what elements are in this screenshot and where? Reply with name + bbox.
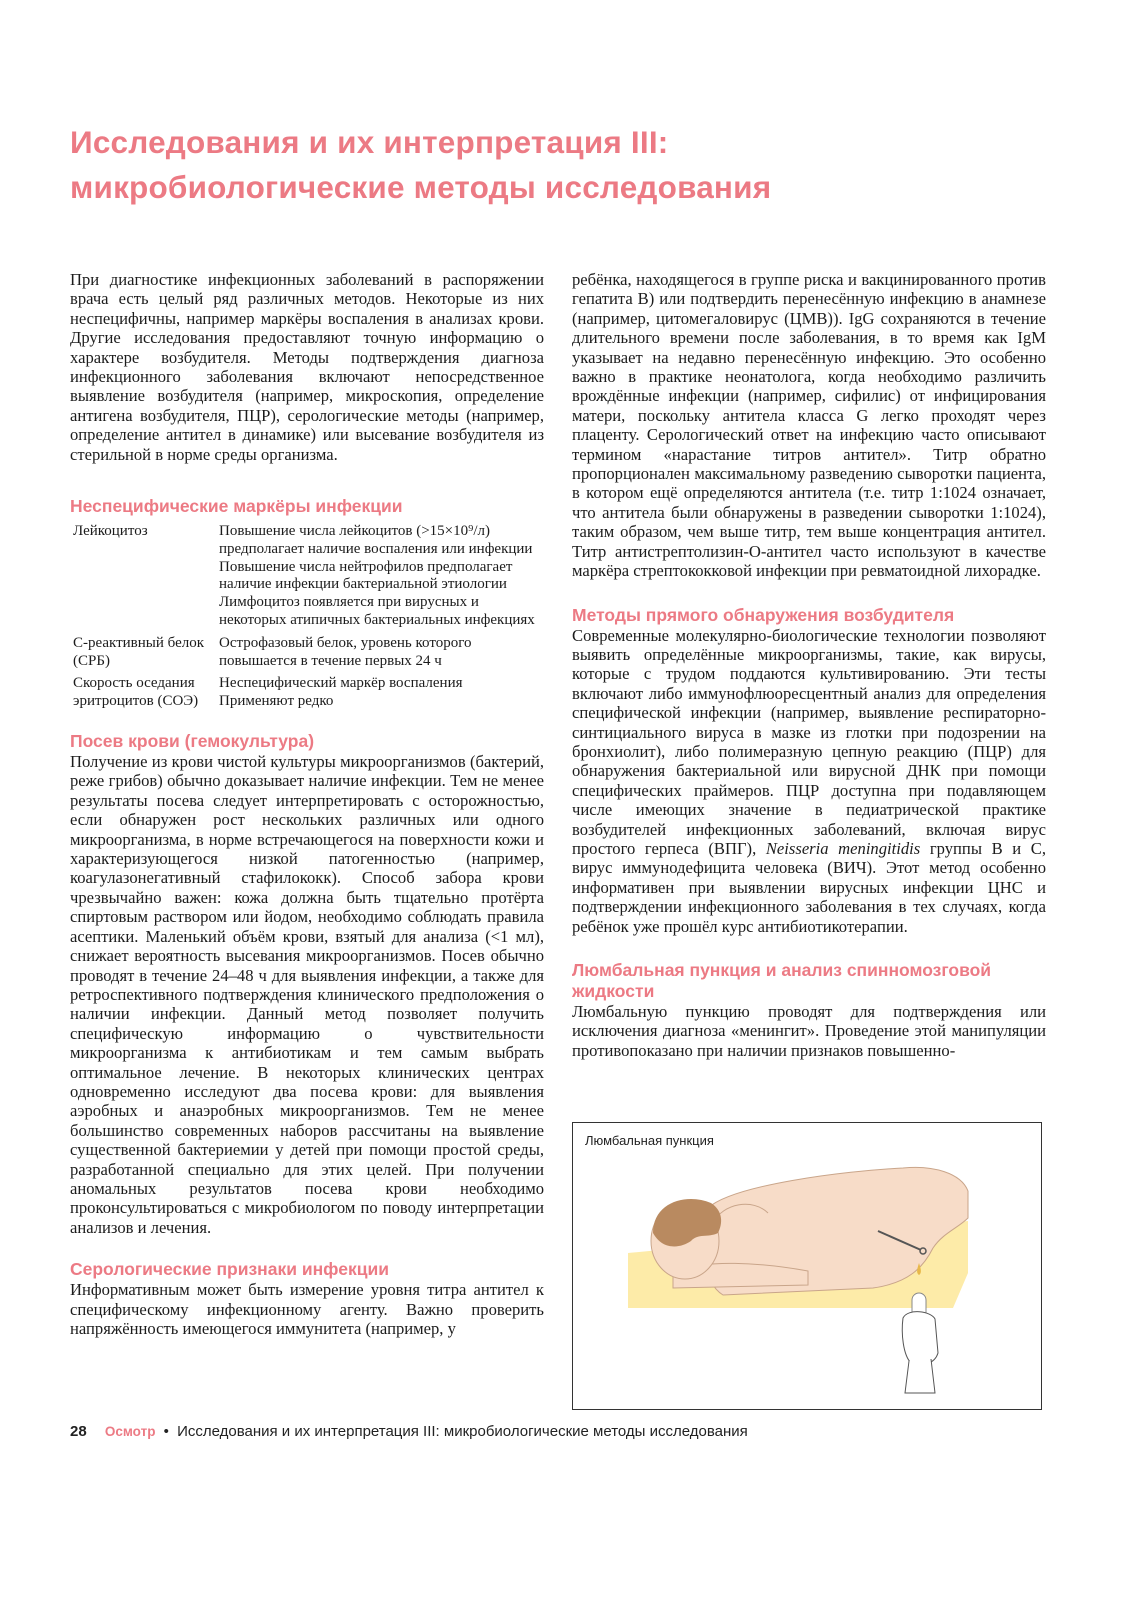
marker-row-leukocytosis xyxy=(70,523,544,630)
direct-detection-paragraph xyxy=(572,626,1046,937)
lumbar-paragraph: Люмбальную пункцию проводят для подтверждения или исключения диагноза «менингит». Проведение этой манипуляции противопоказано при наличии признаков повышенно- xyxy=(572,1002,1046,1060)
lumbar-puncture-figure xyxy=(572,1122,1042,1410)
marker-description xyxy=(219,675,544,711)
marker-desc-line: Применяют редко xyxy=(219,693,334,710)
serology-paragraph-left: Информативным может быть измерение уровня титра антител к специфическому инфекционному агенту. Важно проверить напряжённость имеющегося иммунитета (например, у xyxy=(70,1280,544,1338)
marker-description xyxy=(219,523,544,630)
right-column xyxy=(572,270,1046,1060)
marker-desc-line: Лимфоцитоз появляется при вирусных и некоторых атипичных бактериальных инфекциях xyxy=(219,594,535,629)
page-footer xyxy=(70,1420,1070,1444)
lumbar-puncture-illustration xyxy=(573,1123,1041,1409)
marker-row-esr xyxy=(70,675,544,711)
lumbar-heading: Люмбальная пункция и анализ спинномозговой жидкости xyxy=(572,960,992,1001)
footer-section: Осмотр xyxy=(104,1424,156,1439)
direct-detection-text: Современные молекулярно-биологические технологии позволяют выявить определённые микроорганизмы, такие, как вирусы, которые с трудом поддаются культивированию. Эти тесты включают либо иммунофлюоресцентный анализ для определения специфической инфекции (например, выявление респираторно-синтициального вируса в мазке из глотки при подозрении на бронхиолит), либо полимеразную цепную реакцию (ПЦР) для обнаружения бактериальной или вирусной ДНК при помощи специфических праймеров. ПЦР доступна при подавляющем числе имеющих значение в педиатрической практике возбудителей инфекционных заболеваний, включая вирус простого герпеса (ВПГ), xyxy=(572,625,1046,858)
nonspecific-markers-heading: Неспецифические маркёры инфекции xyxy=(70,496,403,517)
marker-desc-line: Повышение числа нейтрофилов предполагает наличие инфекции бактериальной этиологии xyxy=(219,558,513,593)
marker-desc-line: Повышение числа лейкоцитов (>15×10⁹/л) предполагает наличие воспаления или инфекции xyxy=(219,523,533,557)
marker-term: Лейкоцитоз xyxy=(73,523,148,540)
serology-paragraph-right: ребёнка, находящегося в группе риска и вакцинированного против гепатита В) или подтвердить перенесённую инфекцию в анамнезе (например, цитомегаловирус (ЦМВ)). IgG сохраняются в течение длительного времени после заболевания, в то время как IgM указывает на недавно перенесённую инфекцию. Это особенно важно в практике неонатолога, когда необходимо различить врождённые инфекции (например, сифилис) от инфицирования матери, поскольку антитела класса G легко проходят через плаценту. Серологический ответ на инфекцию часто описывают термином «нарастание титров антител». Титр обратно пропорционален максимальному разведению сыворотки пациента, в котором ещё определяются антитела (т.е. титр 1:1024 означает, что антитела были обнаружены в разведении сыворотки 1:1024), таким образом, чем выше титр, тем выше концентрация антител. Титр антистрептолизин-О-антител часто используют в качестве маркёра стрептококковой инфекции при ревматоидной лихорадке. xyxy=(572,270,1046,581)
marker-desc-line: Острофазовый белок, уровень которого повышается в течение первых 24 ч xyxy=(219,634,472,669)
page-title xyxy=(70,120,1070,210)
hand-icon xyxy=(902,1312,938,1365)
figure-caption: Люмбальная пункция xyxy=(585,1133,714,1148)
wrist xyxy=(905,1359,935,1393)
left-column xyxy=(70,270,544,1338)
marker-term: Скорость оседания эритроцитов (СОЭ) xyxy=(73,675,199,710)
page-number: 28 xyxy=(70,1423,87,1440)
serology-heading: Серологические признаки инфекции xyxy=(70,1259,390,1280)
direct-detection-text: группы В и С, вирус иммунодефицита человека (ВИЧ). Этот метод особенно информативен при выявлении вирусных инфекции ЦНС и подтверждении инфекционного заболевания в тех случаях, когда ребёнок уже прошёл курс антибиотикотерапии. xyxy=(572,838,1047,936)
blood-culture-paragraph: Получение из крови чистой культуры микроорганизмов (бактерий, реже грибов) обычно доказывает наличие инфекции. Тем не менее результаты посева следует интерпретировать с осторожностью, если обнаружен рост нескольких различных или одного микроорганизма, в норме встречающегося на поверхности кожи и характеризующегося низкой патогенностью (например, коагулазонегативный стафилококк). Способ забора крови чрезвычайно важен: кожа должна быть тщательно протёрта спиртовым раствором или йодом, необходимо соблюдать правила асептики. Маленький объём крови, взятый для анализа (<1 мл), снижает вероятность высевания микроорганизмов. Посев обычно проводят в течение 24–48 ч для выявления инфекции, а также для ретроспективного подтверждения клинического предположения о наличии инфекции. Данный метод позволяет получить специфическую информацию о чувствительности микроорганизма к антибиотикам и тем самым выбрать оптимальное лечение. В некоторых клинических центрах одновременно исследуют два посева крови: для выявления аэробных и анаэробных микроорганизмов. Тем не менее большинство современных наборов рассчитаны на выявление существенной бактериемии у детей при помощи простой среды, разработанной специально для этих целей. При получении аномальных результатов посева крови необходимо проконсультироваться с микробиологом по поводу интерпретации анализов и лечения. xyxy=(70,752,544,1237)
pathogen-name: Neisseria meningitidis xyxy=(765,838,921,858)
footer-running-title: Исследования и их интерпретация III: микробиологические методы исследования xyxy=(177,1423,748,1440)
marker-term: С-реактивный белок (СРБ) xyxy=(73,634,205,669)
nonspecific-markers-table xyxy=(70,523,544,711)
direct-detection-heading: Методы прямого обнаружения возбудителя xyxy=(572,604,955,625)
page-title-line2: микробиологические методы исследования xyxy=(70,169,772,205)
page-title-line1: Исследования и их интерпретация III: xyxy=(70,124,669,160)
marker-row-crp xyxy=(70,635,544,671)
intro-paragraph: При диагностике инфекционных заболеваний в распоряжении врача есть целый ряд различных методов. Некоторые из них неспецифичны, например маркёры воспаления в анализах крови. Другие исследования предоставляют точную информацию о характере возбудителя. Методы подтверждения диагноза инфекционного заболевания включают непосредственное выявление возбудителя (например, микроскопия, определение антигена возбудителя, ПЦР), серологические методы (например, определение антител в динамике) или высевание возбудителя из стерильной в норме среды организма. xyxy=(70,270,544,464)
marker-desc-line: Неспецифический маркёр воспаления xyxy=(219,675,463,692)
marker-description xyxy=(219,635,544,671)
blood-culture-heading: Посев крови (гемокультура) xyxy=(70,731,315,752)
footer-bullet: • xyxy=(163,1423,169,1440)
